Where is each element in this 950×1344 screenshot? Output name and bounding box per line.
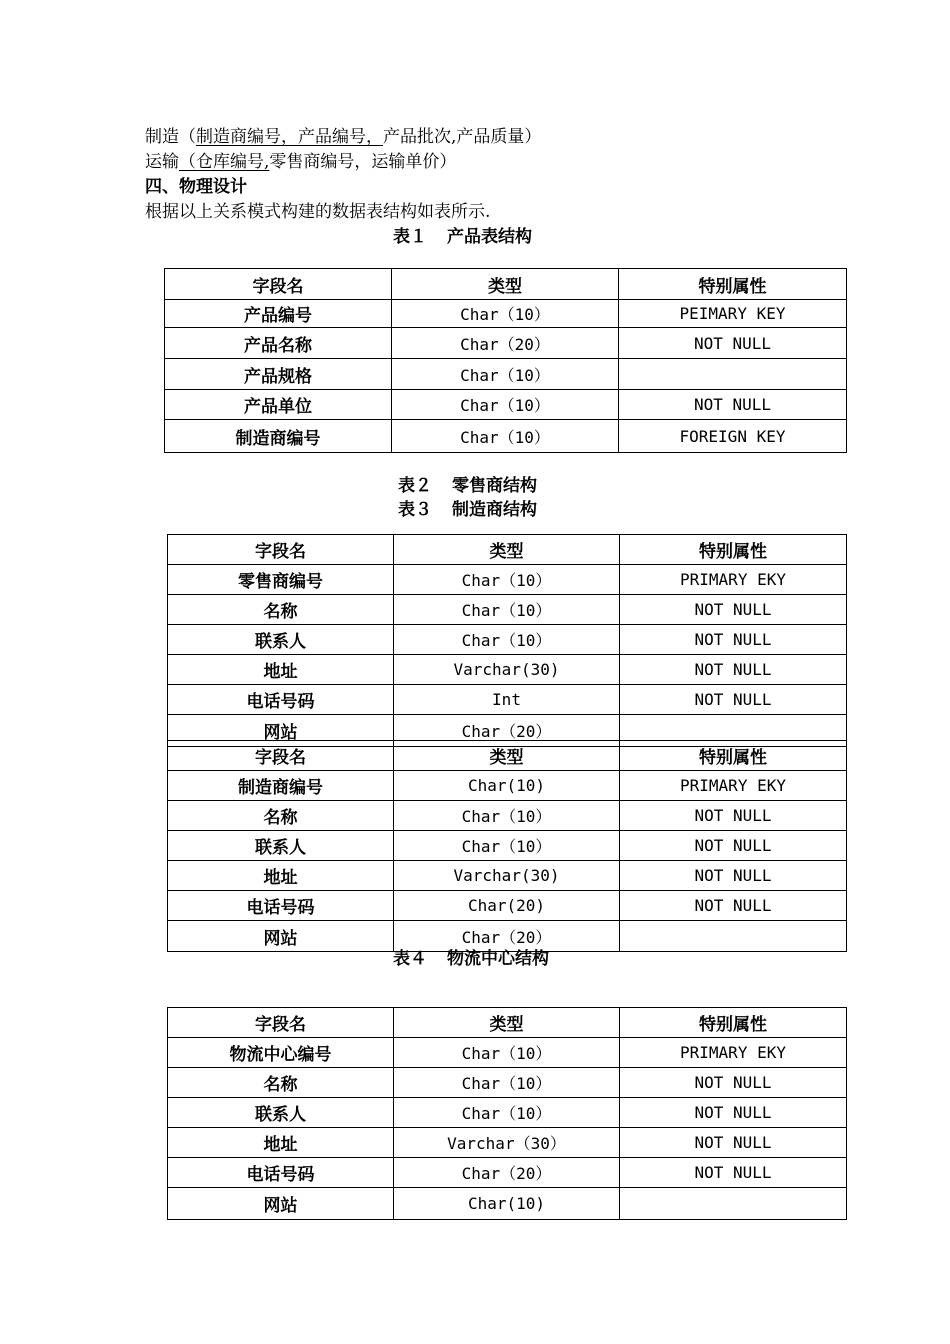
relation-line-manufacture <box>145 126 541 148</box>
table1-cell-attribute: FOREIGN KEY <box>619 420 847 453</box>
table4-cell-field: 地址 <box>168 1128 394 1158</box>
table-row <box>168 921 847 952</box>
table3-header-field: 字段名 <box>168 741 394 771</box>
table3-manufacturer-structure <box>167 740 847 952</box>
table4-cell-field: 联系人 <box>168 1098 394 1128</box>
table3-cell-field: 地址 <box>168 861 394 891</box>
table4-cell-field: 物流中心编号 <box>168 1038 394 1068</box>
table3-cell-attribute: NOT NULL <box>620 801 847 831</box>
table4-header-field: 字段名 <box>168 1008 394 1038</box>
table3-cell-field: 联系人 <box>168 831 394 861</box>
table1-cell-type: Char（10） <box>392 390 619 420</box>
section-description: 根据以上关系模式构建的数据表结构如表所示. <box>145 202 491 222</box>
table-row <box>168 1098 847 1128</box>
table3-cell-attribute: NOT NULL <box>620 831 847 861</box>
table3-caption <box>398 499 537 521</box>
relation-line-transport-rest: 零售商编号，运输单价） <box>269 152 457 172</box>
table1-cell-attribute: PEIMARY KEY <box>619 300 847 328</box>
table-row <box>168 831 847 861</box>
table4-caption-num: 表４ <box>393 949 427 969</box>
table2-cell-type: Char（20） <box>394 715 620 747</box>
table1-header-attribute: 特别属性 <box>619 269 847 300</box>
table2-cell-type: Char（10） <box>394 565 620 595</box>
table-row <box>168 861 847 891</box>
table-row <box>168 685 847 715</box>
table4-cell-type: Char（20） <box>394 1158 620 1188</box>
table2-header-row <box>168 535 847 565</box>
table-row <box>168 891 847 921</box>
table3-cell-attribute: PRIMARY EKY <box>620 771 847 801</box>
table-row <box>168 565 847 595</box>
table2-header-field: 字段名 <box>168 535 394 565</box>
table1-cell-field: 产品规格 <box>165 359 392 390</box>
table4-cell-attribute: NOT NULL <box>620 1068 847 1098</box>
table2-cell-type: Varchar(30) <box>394 655 620 685</box>
table3-cell-type: Char(20) <box>394 891 620 921</box>
table-row <box>165 359 847 390</box>
table2-cell-field: 电话号码 <box>168 685 394 715</box>
table4-cell-field: 电话号码 <box>168 1158 394 1188</box>
table3-cell-attribute <box>620 921 847 952</box>
table2-cell-field: 地址 <box>168 655 394 685</box>
table1-cell-field: 产品编号 <box>165 300 392 328</box>
table4-cell-type: Char（10） <box>394 1038 620 1068</box>
table2-cell-field: 零售商编号 <box>168 565 394 595</box>
table4-cell-field: 网站 <box>168 1188 394 1220</box>
table4-caption-title: 物流中心结构 <box>447 949 549 969</box>
table4-cell-attribute: NOT NULL <box>620 1098 847 1128</box>
relation-line-manufacture-label: 制造（ <box>145 127 196 147</box>
table4-cell-type: Char（10） <box>394 1098 620 1128</box>
relation-line-manufacture-rest: 产品批次,产品质量） <box>383 127 542 147</box>
table-row <box>165 300 847 328</box>
table1-header-row <box>165 269 847 300</box>
table1-caption <box>393 226 532 248</box>
table2-cell-attribute: NOT NULL <box>620 595 847 625</box>
table2-cell-field: 联系人 <box>168 625 394 655</box>
table4-cell-field: 名称 <box>168 1068 394 1098</box>
table3-cell-type: Char(10) <box>394 771 620 801</box>
table4-cell-type: Char(10) <box>394 1188 620 1220</box>
table1-caption-num: 表１ <box>393 227 427 247</box>
table3-cell-type: Char（10） <box>394 831 620 861</box>
table3-cell-attribute: NOT NULL <box>620 891 847 921</box>
table3-header-row <box>168 741 847 771</box>
table2-caption-num: 表２ <box>398 476 432 496</box>
table4-cell-attribute <box>620 1188 847 1220</box>
table-row <box>168 595 847 625</box>
table1-cell-attribute <box>619 359 847 390</box>
table2-cell-type: Char（10） <box>394 625 620 655</box>
table1-header-field: 字段名 <box>165 269 392 300</box>
table-row <box>165 328 847 359</box>
table4-header-row <box>168 1008 847 1038</box>
table3-cell-type: Char（10） <box>394 801 620 831</box>
table2-cell-attribute: NOT NULL <box>620 625 847 655</box>
table3-header-type: 类型 <box>394 741 620 771</box>
table3-cell-field: 电话号码 <box>168 891 394 921</box>
table3-caption-num: 表３ <box>398 500 432 520</box>
table-row <box>168 1068 847 1098</box>
table3-caption-title: 制造商结构 <box>452 500 537 520</box>
table1-caption-title: 产品表结构 <box>447 227 532 247</box>
table1-cell-type: Char（20） <box>392 328 619 359</box>
table2-cell-attribute: NOT NULL <box>620 655 847 685</box>
table2-cell-field: 网站 <box>168 715 394 747</box>
table2-cell-type: Int <box>394 685 620 715</box>
table3-cell-attribute: NOT NULL <box>620 861 847 891</box>
table1-cell-field: 制造商编号 <box>165 420 392 453</box>
table2-cell-field: 名称 <box>168 595 394 625</box>
table-row <box>168 801 847 831</box>
relation-line-transport <box>145 151 456 173</box>
table-row <box>168 1158 847 1188</box>
relation-line-transport-label: 运输 <box>145 152 179 172</box>
table2-caption <box>398 475 537 497</box>
table1-cell-attribute: NOT NULL <box>619 328 847 359</box>
table2-header-type: 类型 <box>394 535 620 565</box>
table4-cell-attribute: PRIMARY EKY <box>620 1038 847 1068</box>
table-row <box>168 771 847 801</box>
table1-product-structure <box>164 268 847 453</box>
table2-cell-attribute: PRIMARY EKY <box>620 565 847 595</box>
table1-cell-type: Char（10） <box>392 359 619 390</box>
relation-line-manufacture-underlined: 制造商编号，产品编号， <box>196 127 383 147</box>
table4-cell-attribute: NOT NULL <box>620 1128 847 1158</box>
relation-line-transport-underlined: （仓库编号, <box>179 152 270 172</box>
table4-header-type: 类型 <box>394 1008 620 1038</box>
table-row <box>168 1128 847 1158</box>
table-row <box>168 1188 847 1220</box>
table-row <box>165 420 847 453</box>
table2-header-attribute: 特别属性 <box>620 535 847 565</box>
table1-header-type: 类型 <box>392 269 619 300</box>
section-heading: 四、物理设计 <box>145 177 247 197</box>
table1-cell-field: 产品单位 <box>165 390 392 420</box>
table1-cell-type: Char（10） <box>392 420 619 453</box>
table4-header-attribute: 特别属性 <box>620 1008 847 1038</box>
table4-cell-type: Char（10） <box>394 1068 620 1098</box>
table3-cell-field: 名称 <box>168 801 394 831</box>
table4-cell-type: Varchar（30） <box>394 1128 620 1158</box>
table4-logistics-center-structure <box>167 1007 847 1220</box>
table-row <box>168 1038 847 1068</box>
table3-header-attribute: 特别属性 <box>620 741 847 771</box>
table2-cell-type: Char（10） <box>394 595 620 625</box>
table-row <box>168 655 847 685</box>
table-row <box>168 625 847 655</box>
table4-caption <box>393 948 549 970</box>
table1-cell-type: Char（10） <box>392 300 619 328</box>
table4-cell-attribute: NOT NULL <box>620 1158 847 1188</box>
table3-cell-field: 制造商编号 <box>168 771 394 801</box>
table2-retailer-structure <box>167 534 847 747</box>
table3-cell-field: 网站 <box>168 921 394 952</box>
table2-caption-title: 零售商结构 <box>452 476 537 496</box>
table2-cell-attribute: NOT NULL <box>620 685 847 715</box>
table-row <box>165 390 847 420</box>
table3-cell-type: Varchar(30) <box>394 861 620 891</box>
table1-cell-attribute: NOT NULL <box>619 390 847 420</box>
table1-cell-field: 产品名称 <box>165 328 392 359</box>
table3-cell-type: Char（20） <box>394 921 620 952</box>
